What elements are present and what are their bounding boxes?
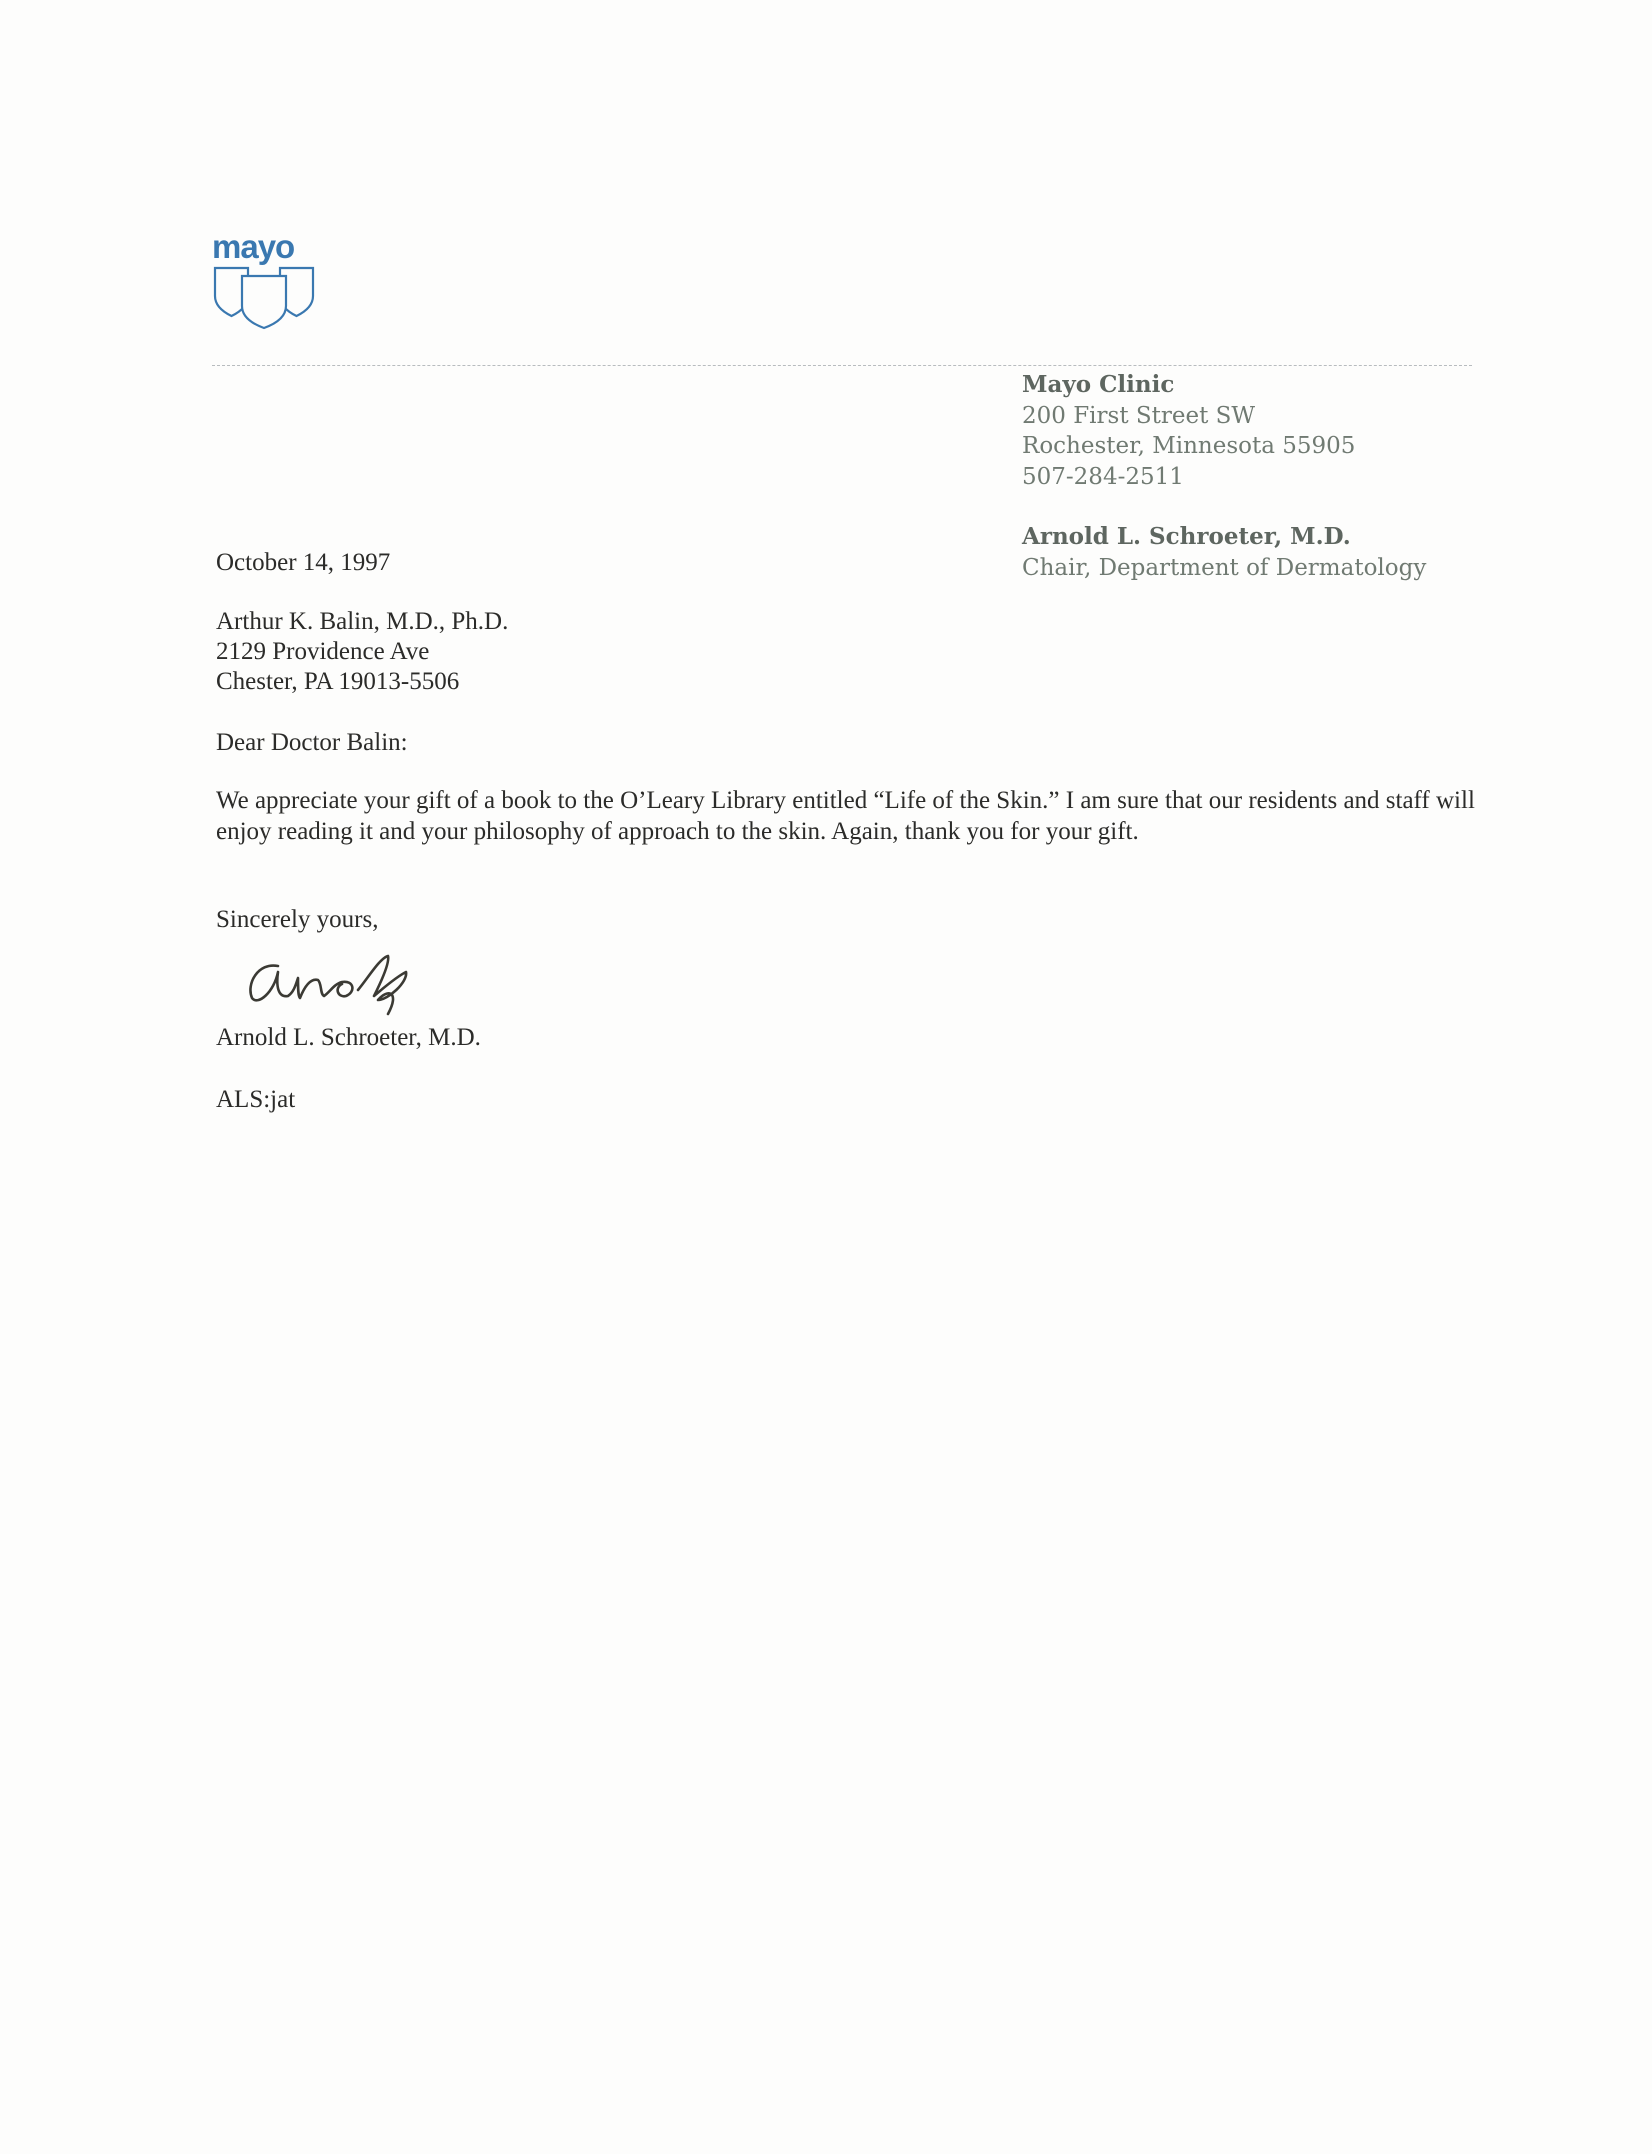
recipient-name: Arthur K. Balin, M.D., Ph.D. [216, 608, 509, 635]
org-street: 200 First Street SW [1022, 402, 1256, 429]
header-divider [212, 365, 1472, 366]
closing: Sincerely yours, [216, 906, 379, 933]
recipient-street: 2129 Providence Ave [216, 638, 430, 665]
logo-wordmark: mayo [212, 228, 295, 265]
letterhead-address [1022, 370, 1426, 583]
letter-body: We appreciate your gift of a book to the O’Leary Library entitled “Life of the Skin.” I am sure that our residents and staff will enjoy reading it and your philosophy of approach to the skin. Again, thank you for your gift. [216, 787, 1475, 845]
salutation: Dear Doctor Balin: [216, 729, 408, 756]
mayo-logo [212, 228, 322, 332]
org-phone: 507-284-2511 [1022, 463, 1184, 490]
signer-name: Arnold L. Schroeter, M.D. [216, 1024, 481, 1051]
reference-initials: ALS:jat [216, 1086, 296, 1113]
author-title: Chair, Department of Dermatology [1022, 554, 1427, 581]
org-city: Rochester, Minnesota 55905 [1022, 433, 1356, 459]
recipient-city: Chester, PA 19013-5506 [216, 668, 460, 695]
org-name: Mayo Clinic [1022, 371, 1175, 398]
handwritten-signature [238, 948, 448, 1018]
three-shields-icon [212, 266, 316, 330]
recipient-address [216, 607, 508, 697]
author-name: Arnold L. Schroeter, M.D. [1022, 523, 1351, 550]
letter-date: October 14, 1997 [216, 549, 391, 576]
